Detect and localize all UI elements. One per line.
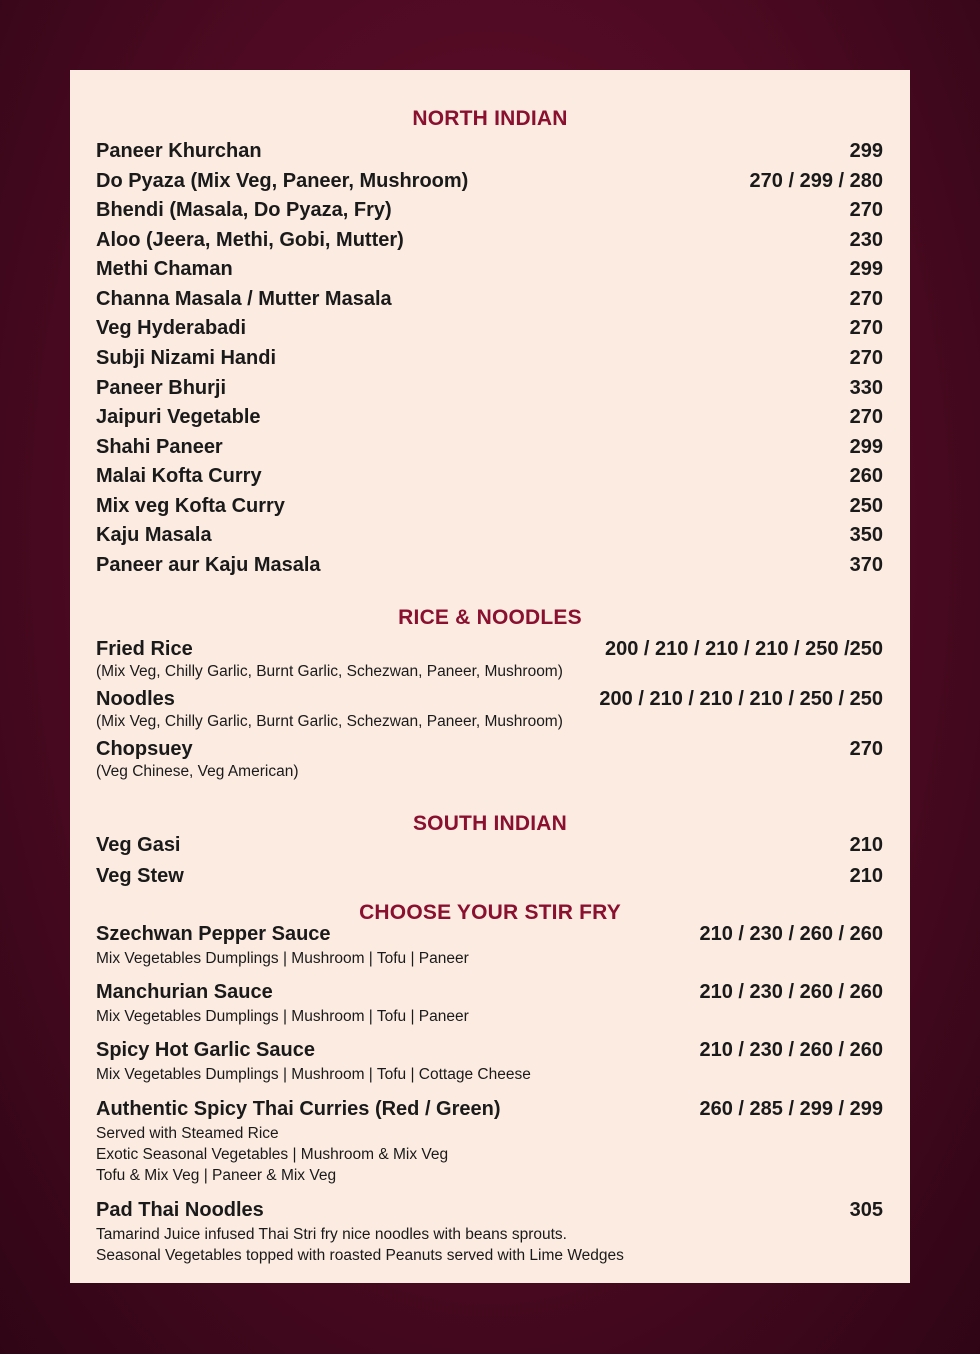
section-title-south-indian: SOUTH INDIAN: [412, 812, 568, 835]
menu-item-price: 270: [849, 288, 883, 310]
menu-item-name: Authentic Spicy Thai Curries (Red / Green): [96, 1098, 501, 1120]
menu-item-description: Mix Vegetables Dumplings | Mushroom | Tofu | Cottage Cheese: [96, 1066, 531, 1083]
menu-item-price: 270: [849, 317, 883, 339]
menu-item-name: Paneer aur Kaju Masala: [96, 554, 321, 576]
menu-item-price: 260: [849, 465, 883, 487]
section-title-rice-noodles: RICE & NOODLES: [398, 606, 582, 629]
menu-item-name: Subji Nizami Handi: [96, 347, 277, 369]
menu-item-name: Do Pyaza (Mix Veg, Paneer, Mushroom): [96, 170, 469, 192]
menu-item-name: Veg Hyderabadi: [96, 317, 247, 339]
menu-item-name: Veg Stew: [96, 865, 184, 887]
menu-item-price: 250: [849, 495, 883, 517]
menu-item-price: 200 / 210 / 210 / 210 / 250 /250: [604, 638, 883, 660]
menu-item-name: Paneer Bhurji: [96, 377, 227, 399]
menu-item-description: Served with Steamed Rice: [96, 1125, 279, 1142]
menu-card: [70, 70, 910, 1283]
section-title-north-indian: NORTH INDIAN: [412, 107, 568, 130]
menu-item-description: (Veg Chinese, Veg American): [96, 763, 299, 780]
menu-item-name: Kaju Masala: [96, 524, 212, 546]
menu-item-description: (Mix Veg, Chilly Garlic, Burnt Garlic, Schezwan, Paneer, Mushroom): [96, 663, 563, 680]
menu-item-name: Chopsuey: [96, 738, 193, 760]
menu-item-name: Paneer Khurchan: [96, 140, 262, 162]
menu-item-price: 200 / 210 / 210 / 210 / 250 / 250: [599, 688, 883, 710]
menu-item-price: 299: [849, 436, 883, 458]
menu-item-name: Aloo (Jeera, Methi, Gobi, Mutter): [96, 229, 404, 251]
menu-item-name: Pad Thai Noodles: [96, 1199, 264, 1221]
menu-item-name: Szechwan Pepper Sauce: [96, 923, 331, 945]
menu-item-description: Mix Vegetables Dumplings | Mushroom | Tofu | Paneer: [96, 950, 469, 967]
menu-item-price: 210: [849, 865, 883, 887]
menu-item-name: Fried Rice: [96, 638, 193, 660]
menu-item-name: Channa Masala / Mutter Masala: [96, 288, 392, 310]
menu-item-name: Methi Chaman: [96, 258, 233, 280]
menu-item-description: Tamarind Juice infused Thai Stri fry nice noodles with beans sprouts.: [96, 1226, 567, 1243]
menu-item-name: Veg Gasi: [96, 834, 181, 856]
menu-item-description: Tofu & Mix Veg | Paneer & Mix Veg: [96, 1167, 337, 1184]
menu-item-price: 299: [849, 140, 883, 162]
menu-item-name: Bhendi (Masala, Do Pyaza, Fry): [96, 199, 392, 221]
menu-item-name: Shahi Paneer: [96, 436, 223, 458]
menu-item-name: Jaipuri Vegetable: [96, 406, 261, 428]
menu-item-price: 350: [849, 524, 883, 546]
menu-item-price: 330: [849, 377, 883, 399]
menu-item-price: 210 / 230 / 260 / 260: [699, 923, 883, 945]
menu-item-price: 305: [849, 1199, 883, 1221]
menu-item-price: 260 / 285 / 299 / 299: [699, 1098, 883, 1120]
menu-item-price: 210 / 230 / 260 / 260: [699, 1039, 883, 1061]
menu-item-description: Mix Vegetables Dumplings | Mushroom | Tofu | Paneer: [96, 1008, 469, 1025]
menu-item-description: Seasonal Vegetables topped with roasted Peanuts served with Lime Wedges: [96, 1247, 624, 1264]
menu-item-name: Spicy Hot Garlic Sauce: [96, 1039, 315, 1061]
menu-item-price: 299: [849, 258, 883, 280]
menu-item-price: 210 / 230 / 260 / 260: [699, 981, 883, 1003]
menu-item-price: 370: [849, 554, 883, 576]
menu-item-name: Manchurian Sauce: [96, 981, 273, 1003]
menu-item-description: Exotic Seasonal Vegetables | Mushroom & Mix Veg: [96, 1146, 449, 1163]
menu-item-name: Noodles: [96, 688, 175, 710]
menu-item-price: 270: [849, 347, 883, 369]
menu-item-name: Malai Kofta Curry: [96, 465, 262, 487]
menu-item-description: (Mix Veg, Chilly Garlic, Burnt Garlic, Schezwan, Paneer, Mushroom): [96, 713, 563, 730]
menu-item-price: 270: [849, 738, 883, 760]
menu-item-price: 270: [849, 199, 883, 221]
menu-item-price: 210: [849, 834, 883, 856]
menu-item-name: Mix veg Kofta Curry: [96, 495, 285, 517]
menu-item-price: 230: [849, 229, 883, 251]
menu-item-price: 270: [849, 406, 883, 428]
menu-item-price: 270 / 299 / 280: [749, 170, 883, 192]
section-title-stir-fry: CHOOSE YOUR STIR FRY: [359, 901, 621, 924]
